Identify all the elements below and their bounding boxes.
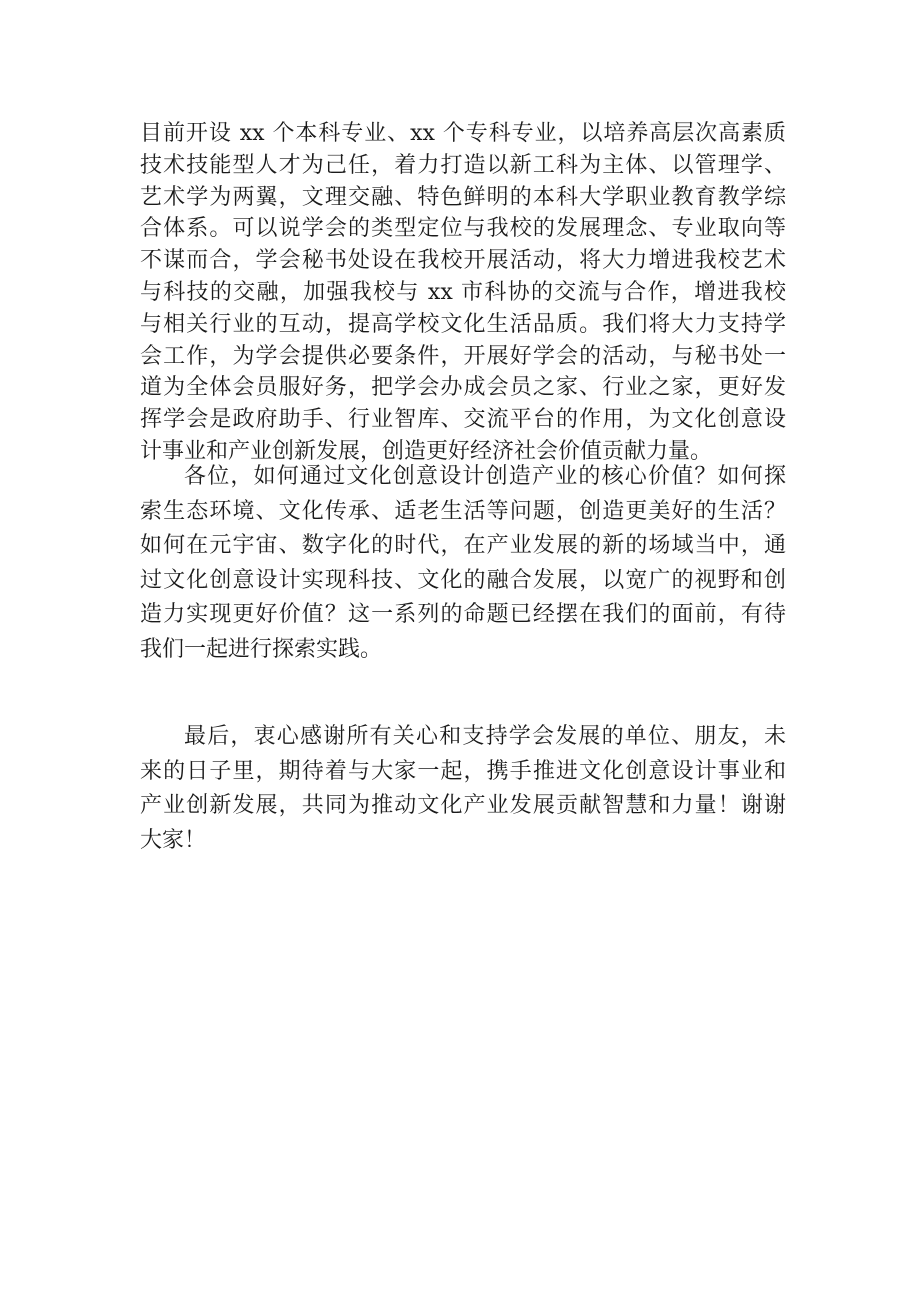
paragraph-line: 会工作，为学会提供必要条件，开展好学会的活动，与秘书处一 xyxy=(140,343,786,369)
paragraph-line: 合体系。可以说学会的类型定位与我校的发展理念、专业取向等 xyxy=(140,216,786,242)
paragraph-2 xyxy=(140,460,786,668)
paragraph-line: 艺术学为两翼，文理交融、特色鲜明的本科大学职业教育教学综 xyxy=(140,184,786,210)
paragraph-line: 最后，衷心感谢所有关心和支持学会发展的单位、朋友，未 xyxy=(184,724,786,749)
paragraph-line: 挥学会是政府助手、行业智库、交流平台的作用，为文化创意设 xyxy=(140,407,786,433)
paragraph-3 xyxy=(140,720,786,858)
paragraph-line: 各位，如何通过文化创意设计创造产业的核心价值？如何探 xyxy=(184,464,786,489)
paragraph-line: 与科技的交融，加强我校与 xx 市科协的交流与合作，增进我校 xyxy=(140,279,786,305)
paragraph-line: 我们一起进行探索实践。 xyxy=(140,636,383,662)
paragraph-line: 与相关行业的互动，提高学校文化生活品质。我们将大力支持学 xyxy=(140,311,786,337)
paragraph-line: 不谋而合，学会秘书处设在我校开展活动，将大力增进我校艺术 xyxy=(140,248,786,274)
paragraph-line: 目前开设 xx 个本科专业、xx 个专科专业，以培养高层次高素质 xyxy=(140,121,786,146)
paragraph-line: 造力实现更好价值？这一系列的命题已经摆在我们的面前，有待 xyxy=(140,602,786,628)
paragraph-line: 如何在元宇宙、数字化的时代，在产业发展的新的场域当中，通 xyxy=(140,533,786,559)
paragraph-line: 大家！ xyxy=(140,827,207,853)
paragraph-line: 过文化创意设计实现科技、文化的融合发展，以宽广的视野和创 xyxy=(140,567,786,593)
paragraph-line: 产业创新发展，共同为推动文化产业发展贡献智慧和力量！谢谢 xyxy=(140,793,786,819)
paragraph-line: 技术技能型人才为己任，着力打造以新工科为主体、以管理学、 xyxy=(140,152,786,178)
paragraph-line: 道为全体会员服好务，把学会办成会员之家、行业之家，更好发 xyxy=(140,375,786,401)
paragraph-line: 来的日子里，期待着与大家一起，携手推进文化创意设计事业和 xyxy=(140,758,786,784)
paragraph-1 xyxy=(140,118,786,468)
paragraph-line: 计事业和产业创新发展，创造更好经济社会价值贡献力量。 xyxy=(140,438,713,464)
paragraph-line: 索生态环境、文化传承、适老生活等问题，创造更美好的生活？ xyxy=(140,498,786,524)
